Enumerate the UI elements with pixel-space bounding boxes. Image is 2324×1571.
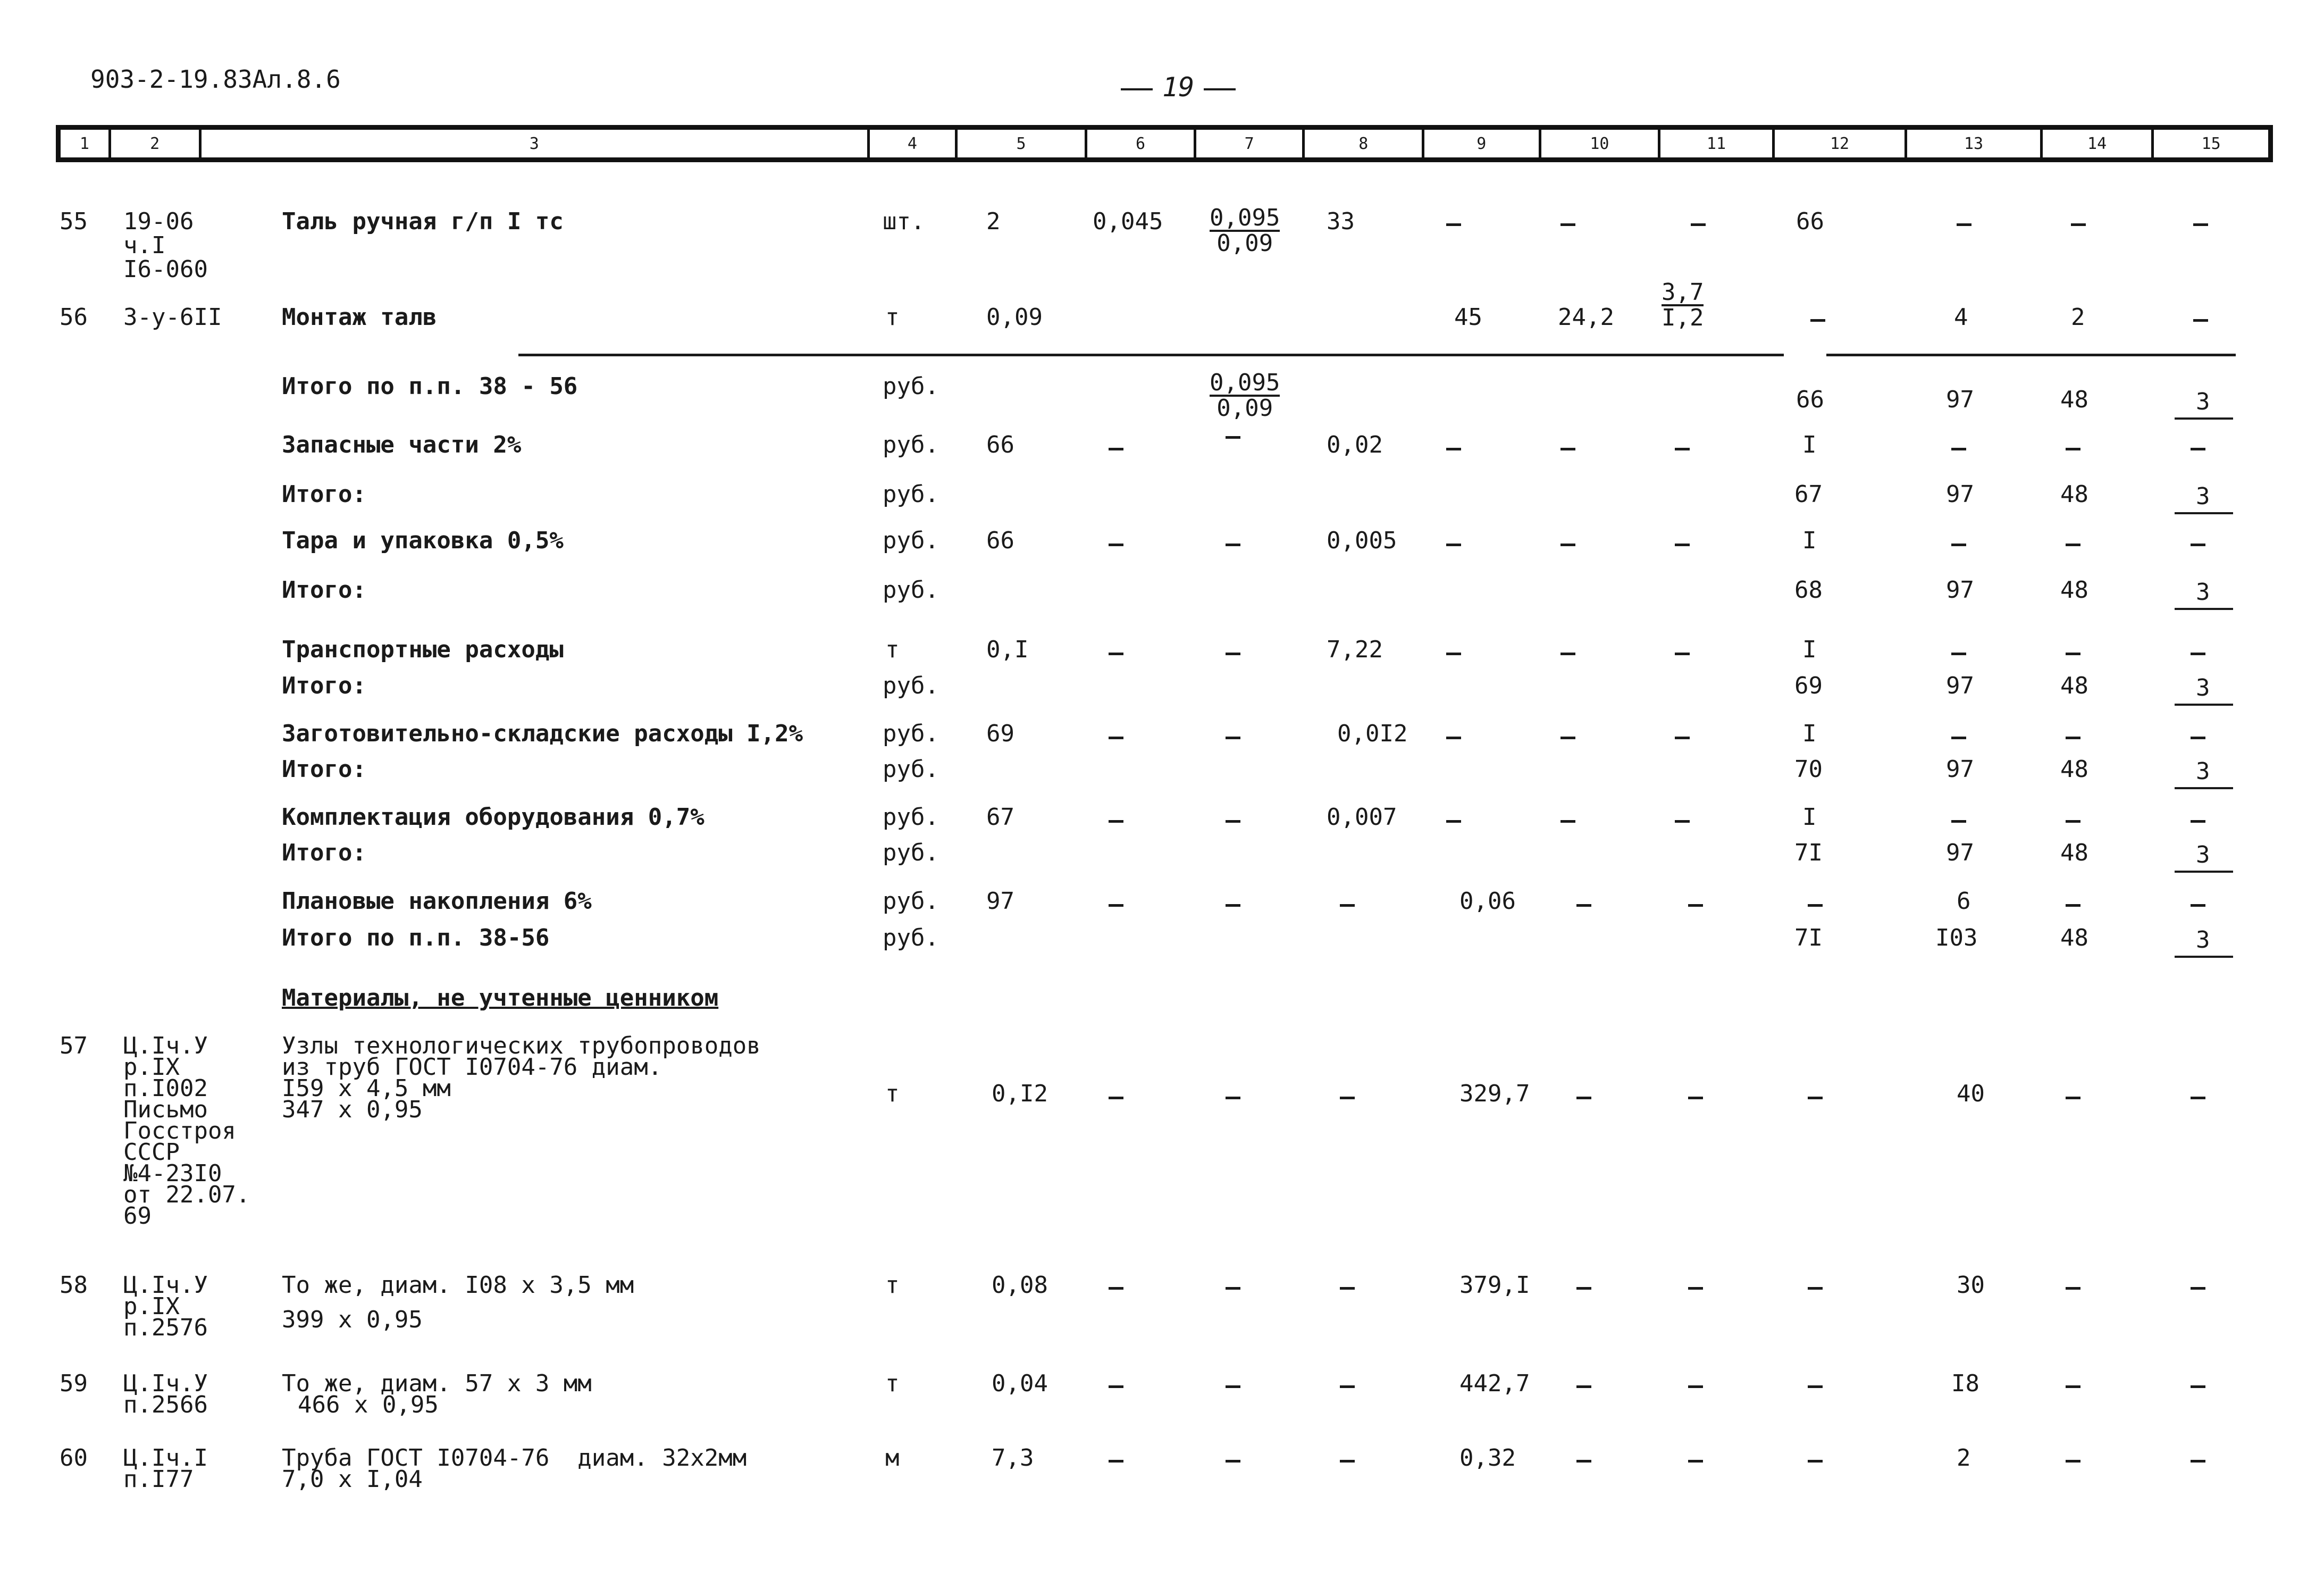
- unit: шт.: [883, 208, 925, 235]
- code-line: 3-у-6II: [123, 304, 222, 331]
- dash: [1951, 544, 1966, 546]
- dash: [2066, 1097, 2080, 1099]
- dash: [2191, 1097, 2205, 1099]
- dash: [1808, 904, 1823, 907]
- col12-value: 7I: [1794, 839, 1823, 866]
- code-line: Ц.Iч.У: [123, 1370, 208, 1397]
- underline: [2175, 787, 2233, 789]
- dash: [1688, 1385, 1703, 1388]
- dash: [1226, 1097, 1240, 1099]
- dash: [1226, 904, 1240, 907]
- unit: т: [885, 1272, 900, 1299]
- dash: [1560, 448, 1575, 450]
- column-number: 13: [1907, 130, 2043, 157]
- dash: [1226, 544, 1240, 546]
- col12-value: 69: [1794, 672, 1823, 699]
- dash: [1446, 223, 1461, 226]
- dash: [1951, 448, 1966, 450]
- underline: [2175, 512, 2233, 514]
- col9-value: 0,06: [1459, 888, 1516, 915]
- dash: [1560, 653, 1575, 655]
- row-number: 57: [60, 1032, 88, 1059]
- column-number: 5: [958, 130, 1088, 157]
- col13-value: 30: [1957, 1272, 1985, 1299]
- col6-value: 0,045: [1093, 208, 1163, 235]
- col15-number: 3: [2196, 579, 2210, 606]
- col15-value: [2175, 388, 2233, 420]
- dash: [1576, 904, 1591, 907]
- dash: [2066, 737, 2080, 739]
- item-name: Итого:: [282, 756, 366, 783]
- item-name: Комплектация оборудования 0,7%: [282, 804, 704, 831]
- item-name-line: Узлы технологических трубопроводов: [282, 1032, 761, 1059]
- dash: [1340, 1460, 1355, 1463]
- col14-value: 48: [2060, 839, 2088, 866]
- item-name-line: 347 х 0,95: [282, 1096, 423, 1123]
- dash: [1226, 737, 1240, 739]
- code-line: от 22.07.: [123, 1181, 250, 1208]
- col8-value: 7,22: [1327, 636, 1383, 663]
- dash: [2066, 820, 2080, 823]
- col13-value: 4: [1954, 304, 1968, 331]
- underline: [2175, 608, 2233, 610]
- column-number: 15: [2201, 134, 2221, 153]
- separator-line: [518, 354, 1784, 356]
- separator-line: [1826, 354, 2236, 356]
- dash: [1560, 737, 1575, 739]
- col13-value: 97: [1946, 576, 1974, 604]
- item-name: Итого:: [282, 576, 366, 604]
- dash: [1446, 653, 1461, 655]
- unit: м: [885, 1444, 900, 1472]
- col13-value: I03: [1935, 924, 1978, 951]
- column-number: 2: [111, 130, 202, 157]
- row-number: 55: [60, 208, 88, 235]
- dash: [2066, 448, 2080, 450]
- item-name-line: Труба ГОСТ I0704-76 диам. 32х2мм: [282, 1444, 747, 1472]
- column-number: 12: [1775, 130, 1908, 157]
- dash: [1446, 544, 1461, 546]
- code-line: р.IX: [123, 1054, 180, 1081]
- unit: руб.: [883, 576, 939, 604]
- dash: [1675, 737, 1690, 739]
- dash: [2191, 1287, 2205, 1290]
- item-name: Транспортные расходы: [282, 636, 564, 663]
- col9-value: 45: [1454, 304, 1482, 331]
- code-line: I6-060: [123, 256, 208, 283]
- fraction-denominator: 0,09: [1216, 395, 1273, 422]
- col12-value: 70: [1794, 756, 1823, 783]
- code-line: п.2576: [123, 1314, 208, 1341]
- section-title: Материалы, не учтенные ценником: [282, 984, 719, 1012]
- dash: [1808, 1385, 1823, 1388]
- row-number: 58: [60, 1272, 88, 1299]
- dash: [1109, 653, 1123, 655]
- dash: [1340, 1287, 1355, 1290]
- page-number: 19: [1111, 72, 1245, 103]
- quantity: 67: [986, 804, 1014, 831]
- column-number: 9: [1424, 130, 1541, 157]
- unit: руб.: [883, 756, 939, 783]
- item-name: Запасные части 2%: [282, 431, 522, 458]
- col12-value: 7I: [1794, 924, 1823, 951]
- column-number: 3: [202, 130, 870, 157]
- dash: [1951, 820, 1966, 823]
- item-name-line: 466 х 0,95: [298, 1391, 439, 1418]
- col7-fraction: [1210, 371, 1280, 420]
- col12-value: 67: [1794, 481, 1823, 508]
- code-line: №4-23I0: [123, 1160, 222, 1187]
- dash: [1951, 653, 1966, 655]
- quantity: 69: [986, 720, 1014, 747]
- dash: [1808, 1460, 1823, 1463]
- fraction-numerator: 0,095: [1210, 369, 1280, 396]
- column-number: 11: [1660, 130, 1775, 157]
- code-line: п.2566: [123, 1391, 208, 1418]
- unit: руб.: [883, 672, 939, 699]
- dash: [2066, 1385, 2080, 1388]
- dash: [2193, 223, 2208, 226]
- unit: руб.: [883, 373, 939, 400]
- dash: [1675, 820, 1690, 823]
- dash: [2193, 319, 2208, 322]
- quantity: 0,I: [986, 636, 1029, 663]
- col13-value: 97: [1946, 839, 1974, 866]
- dash: [1576, 1385, 1591, 1388]
- code-line: п.I77: [123, 1466, 194, 1493]
- col14-value: 48: [2060, 576, 2088, 604]
- col13-value: 40: [1957, 1080, 1985, 1107]
- col12-value: I: [1802, 431, 1817, 458]
- column-number: 7: [1196, 130, 1305, 157]
- dash: [1226, 1460, 1240, 1463]
- col8-value: 0,007: [1327, 804, 1397, 831]
- col13-value: 97: [1946, 386, 1974, 413]
- code-line: Госстроя: [123, 1117, 236, 1144]
- dash: [1576, 1287, 1591, 1290]
- quantity: 2: [986, 208, 1001, 235]
- col9-value: 442,7: [1459, 1370, 1530, 1397]
- item-name-line: I59 х 4,5 мм: [282, 1075, 451, 1102]
- col15-value: [2175, 483, 2233, 514]
- item-name: Таль ручная г/п I тс: [282, 208, 564, 235]
- quantity: 66: [986, 431, 1014, 458]
- dash: [1808, 1097, 1823, 1099]
- dash: [1675, 653, 1690, 655]
- col12-value: 66: [1796, 386, 1824, 413]
- dash: [1688, 1460, 1703, 1463]
- dash: [2066, 544, 2080, 546]
- col8-value: 0,005: [1327, 527, 1397, 554]
- dash: [2066, 653, 2080, 655]
- unit: т: [885, 636, 900, 663]
- quantity: 97: [986, 888, 1014, 915]
- dash: [1109, 1287, 1123, 1290]
- dash: [1576, 1097, 1591, 1099]
- dash: [1810, 319, 1825, 322]
- dash: [2191, 820, 2205, 823]
- dash: [1340, 1385, 1355, 1388]
- unit: руб.: [883, 888, 939, 915]
- code-line: п.I002: [123, 1075, 208, 1102]
- unit: руб.: [883, 720, 939, 747]
- item-name-line: То же, диам. 57 х 3 мм: [282, 1370, 592, 1397]
- col12-value: 68: [1794, 576, 1823, 604]
- column-number: 14: [2043, 130, 2154, 157]
- dash: [1226, 820, 1240, 823]
- document-code: 903-2-19.83Ал.8.6: [90, 65, 341, 94]
- col9-value: 0,32: [1459, 1444, 1516, 1472]
- underline: [2175, 956, 2233, 958]
- dash: [1109, 1460, 1123, 1463]
- col14-value: 48: [2060, 386, 2088, 413]
- col15-number: 3: [2196, 388, 2210, 415]
- code-line: Ц.Iч.У: [123, 1032, 208, 1059]
- col15-number: 3: [2196, 841, 2210, 868]
- underline: [2175, 417, 2233, 420]
- dash: [1957, 223, 1971, 226]
- dash: [1109, 448, 1123, 450]
- unit: руб.: [883, 924, 939, 951]
- unit: руб.: [883, 804, 939, 831]
- col13-value: 97: [1946, 756, 1974, 783]
- item-name: Итого по п.п. 38 - 56: [282, 373, 578, 400]
- dash: [1446, 737, 1461, 739]
- code-line: ч.I: [123, 232, 166, 259]
- row-number: 59: [60, 1370, 88, 1397]
- item-name: Итого по п.п. 38-56: [282, 924, 550, 951]
- code-line: 69: [123, 1202, 152, 1230]
- col15-number: 3: [2196, 483, 2210, 510]
- col9-value: 329,7: [1459, 1080, 1530, 1107]
- column-number: 8: [1305, 130, 1424, 157]
- dash: [1560, 820, 1575, 823]
- dash: [1340, 1097, 1355, 1099]
- col12-value: I: [1802, 636, 1817, 663]
- col14-value: 48: [2060, 924, 2088, 951]
- dash: [2191, 737, 2205, 739]
- col15-value: [2175, 926, 2233, 958]
- col12-value: I: [1802, 804, 1817, 831]
- col13-value: I8: [1951, 1370, 1979, 1397]
- fraction-denominator: I,2: [1662, 304, 1704, 331]
- code-line: Ц.Iч.I: [123, 1444, 208, 1472]
- code-line: 19-06: [123, 208, 194, 235]
- unit: т: [885, 1370, 900, 1397]
- code-line: р.IX: [123, 1293, 180, 1320]
- col14-value: 2: [2071, 304, 2085, 331]
- col7-fraction: [1210, 206, 1280, 255]
- col13-value: 2: [1957, 1444, 1971, 1472]
- unit: руб.: [883, 527, 939, 554]
- col15-value: [2175, 674, 2233, 706]
- item-name-line: То же, диам. I08 х 3,5 мм: [282, 1272, 634, 1299]
- unit: руб.: [883, 839, 939, 866]
- col14-value: 48: [2060, 481, 2088, 508]
- dash: [2071, 223, 2086, 226]
- dash: [1109, 1385, 1123, 1388]
- item-name: Монтаж талв: [282, 304, 437, 331]
- dash: [2191, 1385, 2205, 1388]
- dash: [1576, 1460, 1591, 1463]
- item-name-line: из труб ГОСТ I0704-76 диам.: [282, 1054, 662, 1081]
- quantity: 0,I2: [992, 1080, 1048, 1107]
- col12-value: I: [1802, 527, 1817, 554]
- dash: [2191, 1460, 2205, 1463]
- dash: [1675, 448, 1690, 450]
- dash: [1226, 436, 1240, 439]
- row-number: 56: [60, 304, 88, 331]
- col15-value: [2175, 841, 2233, 873]
- dash: [1560, 544, 1575, 546]
- dash: [1446, 448, 1461, 450]
- col13-value: 97: [1946, 481, 1974, 508]
- dash: [1109, 820, 1123, 823]
- dash: [1808, 1287, 1823, 1290]
- col12-value: 66: [1796, 208, 1824, 235]
- column-number: 10: [1541, 130, 1661, 157]
- fraction-denominator: 0,09: [1216, 230, 1273, 257]
- unit: руб.: [883, 431, 939, 458]
- col15-number: 3: [2196, 926, 2210, 954]
- col14-value: 48: [2060, 756, 2088, 783]
- col14-value: 48: [2060, 672, 2088, 699]
- dash: [1688, 1287, 1703, 1290]
- quantity: 0,09: [986, 304, 1043, 331]
- column-number: 1: [61, 130, 111, 157]
- dash: [2191, 448, 2205, 450]
- col12-value: I: [1802, 720, 1817, 747]
- dash: [1688, 1097, 1703, 1099]
- row-number: 60: [60, 1444, 88, 1472]
- item-name: Заготовительно-складские расходы I,2%: [282, 720, 803, 747]
- fraction-numerator: 0,095: [1210, 204, 1280, 231]
- dash: [1951, 737, 1966, 739]
- dash: [2191, 904, 2205, 907]
- dash: [1446, 820, 1461, 823]
- col8-value: 0,0I2: [1337, 720, 1408, 747]
- underline: [2175, 871, 2233, 873]
- column-number: 6: [1087, 130, 1196, 157]
- col8-value: 33: [1327, 208, 1355, 235]
- dash: [2066, 1287, 2080, 1290]
- col8-value: 0,02: [1327, 431, 1383, 458]
- fraction-numerator: 3,7: [1662, 279, 1704, 306]
- unit: т: [885, 1080, 900, 1107]
- quantity: 66: [986, 527, 1014, 554]
- dash: [2191, 653, 2205, 655]
- item-name-line: 7,0 х I,04: [282, 1466, 423, 1493]
- unit: т: [885, 304, 900, 331]
- quantity: 0,04: [992, 1370, 1048, 1397]
- item-name: Итого:: [282, 839, 366, 866]
- underline: [2175, 704, 2233, 706]
- dash: [1109, 544, 1123, 546]
- column-number-strip: [56, 125, 2273, 162]
- item-name: Тара и упаковка 0,5%: [282, 527, 564, 554]
- dash: [1675, 544, 1690, 546]
- col13-value: 6: [1957, 888, 1971, 915]
- code-line: Ц.Iч.У: [123, 1272, 208, 1299]
- col9-value: 379,I: [1459, 1272, 1530, 1299]
- quantity: 7,3: [992, 1444, 1034, 1472]
- item-name-line: 399 х 0,95: [282, 1306, 423, 1333]
- dash: [2066, 904, 2080, 907]
- col10-value: 24,2: [1558, 304, 1614, 331]
- code-line: Письмо: [123, 1096, 208, 1123]
- col15-number: 3: [2196, 674, 2210, 701]
- dash: [1109, 737, 1123, 739]
- column-number: 4: [870, 130, 958, 157]
- col15-value: [2175, 758, 2233, 789]
- dash: [1109, 1097, 1123, 1099]
- dash: [1226, 1287, 1240, 1290]
- dash: [1226, 653, 1240, 655]
- col11-fraction: [1662, 281, 1704, 330]
- item-name: Итого:: [282, 481, 366, 508]
- col13-value: 97: [1946, 672, 1974, 699]
- dash: [1340, 904, 1355, 907]
- item-name: Плановые накопления 6%: [282, 888, 592, 915]
- dash: [1688, 904, 1703, 907]
- dash: [1226, 1385, 1240, 1388]
- dash: [2191, 544, 2205, 546]
- code-line: СССР: [123, 1139, 180, 1166]
- quantity: 0,08: [992, 1272, 1048, 1299]
- dash: [1691, 223, 1706, 226]
- col15-value: [2175, 579, 2233, 610]
- col15-number: 3: [2196, 758, 2210, 785]
- item-name: Итого:: [282, 672, 366, 699]
- dash: [2066, 1460, 2080, 1463]
- dash: [1109, 904, 1123, 907]
- unit: руб.: [883, 481, 939, 508]
- dash: [1560, 223, 1575, 226]
